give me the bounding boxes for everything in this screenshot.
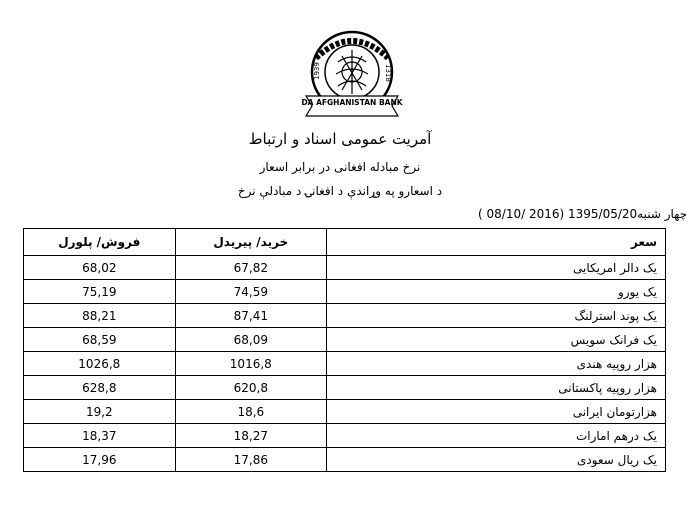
header-buy: خرید/ پیریدل [175,229,326,256]
table-row [24,400,666,424]
table-row [24,256,666,280]
sell-value: 17,96 [24,448,176,472]
table-row [24,328,666,352]
currency-name: هزار روپیه هندی [327,352,666,376]
table-row [24,280,666,304]
sell-value: 88,21 [24,304,176,328]
exchange-rate-table [23,228,666,472]
currency-name: هزار روپیه پاکستانی [327,376,666,400]
header-currency: سعر [327,229,666,256]
sell-value: 628,8 [24,376,176,400]
table-header-row [24,229,666,256]
buy-value: 620,8 [175,376,326,400]
buy-value: 68,09 [175,328,326,352]
sell-value: 75,19 [24,280,176,304]
sell-value: 19,2 [24,400,176,424]
currency-name: هزارتومان ایرانی [327,400,666,424]
seal-year-left: 1939 [313,62,321,80]
header-sell: فروش/ پلورل [24,229,176,256]
currency-name: یک پوند استرلنگ [327,304,666,328]
currency-name: یک درهم امارات [327,424,666,448]
buy-value: 74,59 [175,280,326,304]
currency-name: یک ریال سعودی [327,448,666,472]
table-row [24,448,666,472]
buy-value: 17,86 [175,448,326,472]
date-line: چهار شنبه1395/05/20 (2016 /08/10 ) [478,207,687,221]
seal-bank-name: DA AFGHANISTAN BANK [301,98,403,107]
table-row [24,376,666,400]
page-title: آمریت عمومی اسناد و ارتباط [248,130,432,148]
table-row [24,304,666,328]
buy-value: 1016,8 [175,352,326,376]
subtitle-pashto: د اسعارو په وړاندې د افغانۍ د مبادلې نرخ [237,184,443,198]
sell-value: 68,59 [24,328,176,352]
subtitle-dari: نرخ مبادله افغانی در برابر اسعار [259,160,421,174]
buy-value: 18,6 [175,400,326,424]
table-row [24,424,666,448]
table-row [24,352,666,376]
sell-value: 68,02 [24,256,176,280]
sell-value: 18,37 [24,424,176,448]
bank-seal-logo [302,28,402,124]
currency-name: یک یورو [327,280,666,304]
currency-name: یک دالر امریکایی [327,256,666,280]
buy-value: 87,41 [175,304,326,328]
sell-value: 1026,8 [24,352,176,376]
currency-name: یک فرانک سویس [327,328,666,352]
seal-year-right: 1318 [384,64,392,82]
buy-value: 67,82 [175,256,326,280]
buy-value: 18,27 [175,424,326,448]
